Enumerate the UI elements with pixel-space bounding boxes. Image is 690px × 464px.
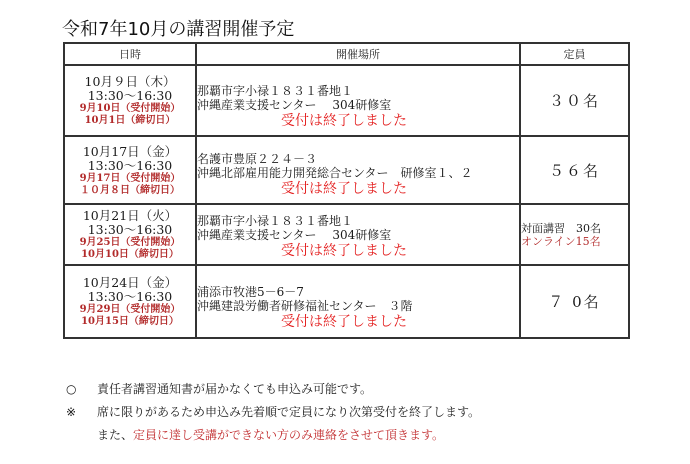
table-row (64, 265, 629, 338)
header-capacity: 定員 (520, 43, 629, 65)
circle-mark-icon: ○ (66, 382, 77, 396)
page-title: 令和7年10月の講習開催予定 (62, 19, 295, 40)
datetime-cell (64, 204, 196, 265)
venue-name: 沖縄産業支援センター 304研修室 (197, 97, 392, 112)
note-item (66, 378, 480, 401)
venue-cell (196, 204, 520, 265)
venue-address: 那覇市字小禄１８３１番地１ (197, 83, 354, 98)
registration-deadline: 10月10日（締切日） (81, 249, 179, 260)
registration-closed-status: 受付は終了しました (281, 242, 407, 259)
session-time: 13:30〜16:30 (87, 88, 173, 103)
venue-address: 那覇市字小禄１８３１番地１ (197, 213, 354, 228)
datetime-cell (64, 65, 196, 136)
capacity-cell: ５６名 (520, 136, 629, 204)
table-row (64, 136, 629, 204)
session-date: 10月21日（火） (82, 208, 178, 223)
session-time: 13:30〜16:30 (87, 289, 173, 304)
registration-open: 9月25日（受付開始） (79, 237, 181, 248)
capacity-online: オンライン15名 (521, 234, 601, 248)
registration-closed-status: 受付は終了しました (281, 313, 407, 330)
capacity-cell: ３０名 (520, 65, 629, 136)
venue-cell (196, 265, 520, 338)
datetime-cell (64, 265, 196, 338)
header-datetime: 日時 (64, 43, 196, 65)
note-red-text: 定員に達し受講ができない方のみ連絡をさせて頂きます。 (133, 428, 445, 442)
session-time: 13:30〜16:30 (87, 157, 173, 173)
schedule-table (63, 42, 630, 339)
venue-address: 名護市豊原２２４－３ (197, 152, 318, 166)
capacity-cell (520, 204, 629, 265)
registration-open: 9月17日（受付開始） (79, 172, 181, 184)
table-header-row (64, 43, 629, 65)
registration-deadline: 10月1日（締切日） (84, 115, 176, 126)
registration-closed-status: 受付は終了しました (281, 181, 407, 197)
session-date: 10月９日（木） (84, 74, 176, 89)
datetime-cell (64, 136, 196, 204)
header-venue: 開催場所 (196, 43, 520, 65)
registration-closed-status: 受付は終了しました (281, 112, 407, 129)
venue-cell (196, 65, 520, 136)
note-text: 席に限りがあるため申込み先着順で定員になり次第受付を終了します。 (97, 405, 481, 419)
venue-name: 沖縄建設労働者研修福祉センター ３階 (197, 298, 413, 313)
venue-address: 浦添市牧港5－6－7 (197, 284, 304, 299)
note-text: 責任者講習通知書が届かなくても申込み可能です。 (97, 382, 373, 396)
reference-mark-icon: ※ (66, 405, 77, 419)
note-item (66, 401, 480, 424)
registration-open: 9月10日（受付開始） (79, 103, 181, 114)
capacity-in-person: 対面講習 30名 (521, 221, 601, 235)
capacity-cell: ７ 0名 (520, 265, 629, 338)
venue-name: 沖縄産業支援センター 304研修室 (197, 227, 392, 242)
session-date: 10月17日（金） (82, 143, 178, 159)
venue-name: 沖縄北部雇用能力開発総合センター 研修室１、２ (197, 166, 473, 180)
notes-section (66, 378, 480, 447)
note-item (66, 424, 480, 447)
registration-deadline: １０月８日（締切日） (80, 184, 180, 196)
venue-cell (196, 136, 520, 204)
note-prefix: また、 (97, 428, 134, 442)
table-row (64, 204, 629, 265)
table-row (64, 65, 629, 136)
session-time: 13:30〜16:30 (87, 222, 173, 237)
session-date: 10月24日（金） (82, 275, 178, 290)
registration-open: 9月29日（受付開始） (79, 304, 181, 315)
registration-deadline: 10月15日（締切日） (81, 316, 179, 327)
